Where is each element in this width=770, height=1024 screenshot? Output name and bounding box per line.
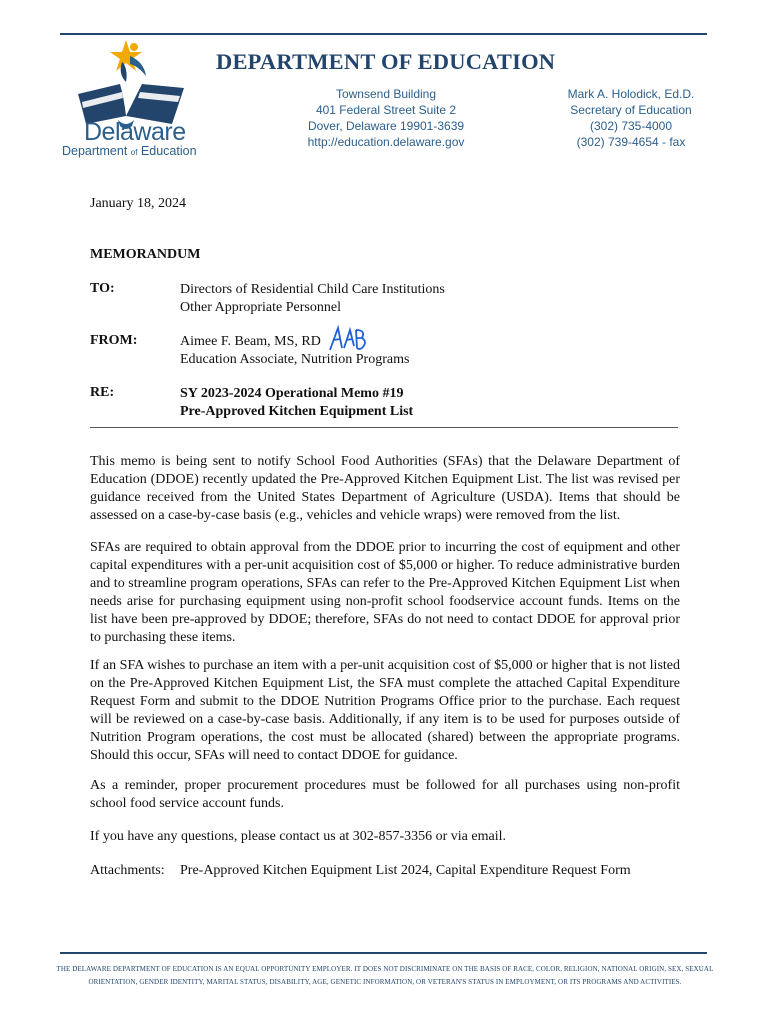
secretary-block: Mark A. Holodick, Ed.D. Secretary of Education (302) 735-4000 (302) 739-4654 - fax — [567, 87, 695, 149]
body-paragraph: This memo is being sent to notify School Food Authorities (SFAs) that the Delaware Department of Education (DDOE) recently updated the Pre-Approved Kitchen Equipment List. The list was revised per guidance received from the United States Department of Agriculture (USDA). Items that should be assessed on a case-by-case basis (e.g., vehicles and vehicle wraps) were removed from the list. — [90, 454, 680, 523]
website-link[interactable]: http://education.delaware.gov — [307, 135, 465, 149]
department-title: DEPARTMENT OF EDUCATION — [216, 49, 556, 74]
attachments-line — [90, 863, 631, 879]
to-label: TO: — [90, 281, 115, 296]
star-figure-icon — [110, 40, 146, 82]
body-paragraph: SFAs are required to obtain approval from the DDOE prior to incurring the cost of equipment and other capital expenditures with a per-unit acquisition cost of $5,000 or higher. To reduce administrative burden and to streamline program operations, SFAs can refer to the Pre-Approved Kitchen Equipment List when needs arise for purchasing equipment using non-profit school foodservice account funds. Items on the list have been pre-approved by DDOE; therefore, SFAs do not need to contact DDOE for approval prior to purchasing these items. — [90, 540, 680, 645]
body-paragraph: As a reminder, proper procurement procedures must be followed for all purchases using non-profit school food service account funds. — [90, 778, 680, 811]
from-label: FROM: — [90, 333, 138, 348]
from-sender: Aimee F. Beam, MS, RD Education Associate, Nutrition Programs — [180, 334, 410, 367]
memo-heading: MEMORANDUM — [90, 247, 201, 262]
memo-separator — [90, 427, 678, 428]
memo-date: January 18, 2024 — [90, 196, 187, 211]
logo-wordmark: Delaware — [84, 118, 186, 146]
address-block: Townsend Building 401 Federal Street Suite 2 Dover, Delaware 19901-3639 http://education.delaware.gov — [290, 86, 482, 150]
footer-rule — [60, 952, 707, 954]
to-recipients: Directors of Residential Child Care Institutions Other Appropriate Personnel — [180, 282, 445, 315]
footer-notice: THE DELAWARE DEPARTMENT OF EDUCATION IS AN EQUAL OPPORTUNITY EMPLOYER. IT DOES NOT DISCRIMINATE ON THE BASIS OF RACE, COLOR, RELIGION, NATIONAL ORIGIN, SEX, SEXUAL ORIENTATION, GENDER IDENTITY, MARITAL STATUS, DISABILITY, AGE, GENETIC INFORMATION, OR VETERAN'S STATUS IN EMPLOYMENT, OR ITS PROGRAMS AND ACTIVITIES. — [56, 965, 714, 986]
logo-subtitle: Department of Education — [62, 144, 197, 158]
handwritten-signature — [326, 324, 368, 354]
body-paragraph: If an SFA wishes to purchase an item with a per-unit acquisition cost of $5,000 or higher that is not listed on the Pre-Approved Kitchen Equipment List, the SFA must complete the attached Capital Expenditure Request Form and submit to the DDOE Nutrition Programs Office prior to the purchase. Each request will be reviewed on a case-by-case basis. Additionally, if any item is to be used for purposes outside of Nutrition Program operations, the cost must be allocated (shared) between the appropriate programs. Should this occur, SFAs will need to contact DDOE for guidance. — [90, 658, 680, 763]
attachments-label: Attachments: — [90, 863, 165, 878]
header-rule — [60, 33, 707, 35]
attachments-list: Pre-Approved Kitchen Equipment List 2024, Capital Expenditure Request Form — [180, 863, 631, 878]
re-label: RE: — [90, 385, 115, 400]
re-subject: SY 2023-2024 Operational Memo #19 Pre-Approved Kitchen Equipment List — [180, 386, 414, 419]
body-paragraph: If you have any questions, please contact us at 302-857-3356 or via email. — [90, 829, 506, 844]
